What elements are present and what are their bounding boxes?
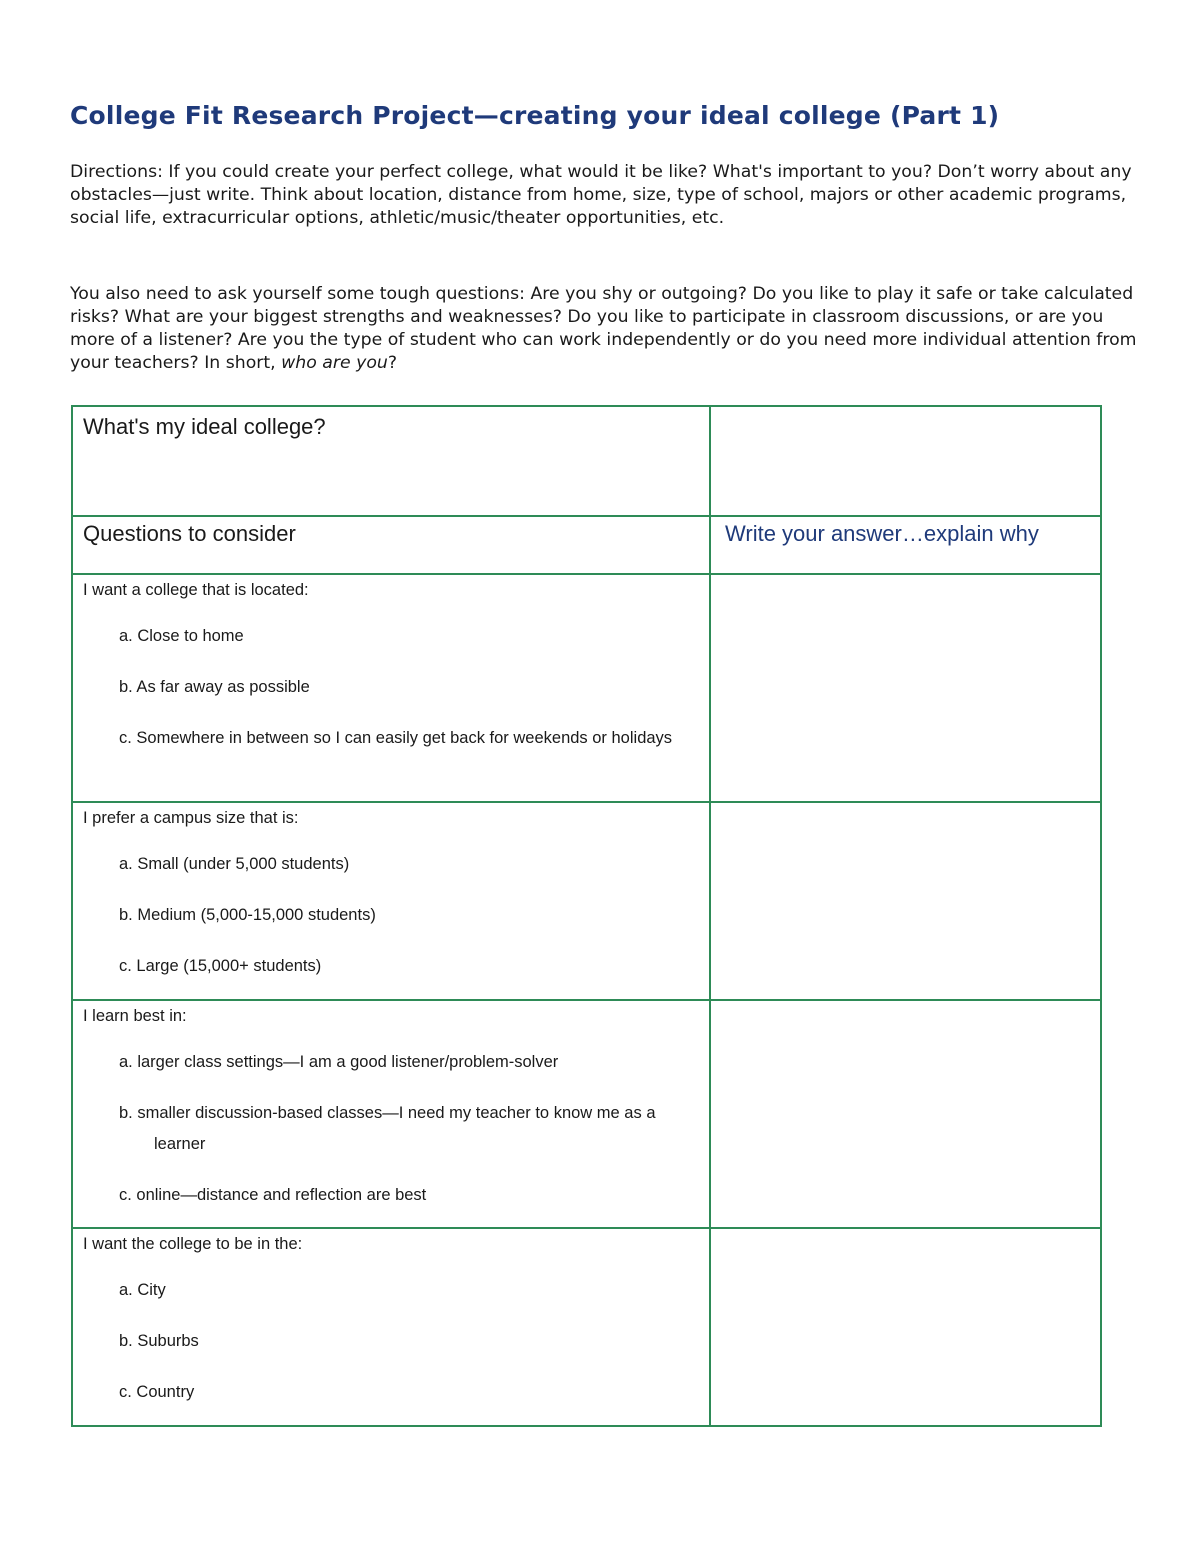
answer-cell[interactable]: [710, 1000, 1101, 1228]
question-prompt: I learn best in:: [83, 1007, 187, 1025]
answer-cell[interactable]: [710, 802, 1101, 1000]
answer-cell[interactable]: [710, 1228, 1101, 1426]
questions-header: Questions to consider: [83, 521, 296, 546]
questions-header-cell: [72, 516, 710, 574]
directions-paragraph: Directions: If you could create your perfect college, what would it be like? What's important to you? Don’t worry about any obstacles—just write. Think about location, distance from home, size, type of school, majors or other academic programs, social life, extracurricular options, athletic/music/theater opportunities, etc.: [70, 162, 1132, 228]
college-fit-table: [71, 405, 1102, 1427]
tough-questions-end: ?: [387, 353, 398, 373]
option-item: c. Country: [119, 1383, 195, 1401]
option-item: b. As far away as possible: [119, 678, 310, 696]
question-prompt: I want a college that is located:: [83, 581, 309, 599]
option-item: b. Medium (5,000-15,000 students): [119, 906, 376, 924]
ideal-college-label-cell: [72, 406, 710, 516]
option-list: [83, 621, 699, 760]
option-list: [83, 1275, 699, 1414]
question-row: [72, 574, 1101, 802]
option-item: a. larger class settings—I am a good listener/problem-solver: [119, 1053, 559, 1071]
question-cell: [72, 1228, 710, 1426]
ideal-college-label: What's my ideal college?: [83, 414, 326, 439]
option-item: a. City: [119, 1281, 166, 1299]
page-title: College Fit Research Project—creating your ideal college (Part 1): [70, 101, 1000, 130]
option-item: c. online—distance and reflection are best: [119, 1186, 427, 1204]
tough-questions-text: You also need to ask yourself some tough questions: Are you shy or outgoing? Do you like to play it safe or take calculated risks? What are your biggest strengths and weaknesses? Do you like to participate in classroom discussions, or are you more of a listener? Are you the type of student who can work independently or do you need more individual attention from your teachers? In short,: [70, 284, 1137, 373]
question-prompt: I want the college to be in the:: [83, 1235, 303, 1253]
option-item: c. Somewhere in between so I can easily get back for weekends or holidays: [119, 729, 673, 747]
header-row: [72, 516, 1101, 574]
option-item: b. Suburbs: [119, 1332, 199, 1350]
question-cell: [72, 802, 710, 1000]
question-prompt: I prefer a campus size that is:: [83, 809, 299, 827]
answer-header-cell: [710, 516, 1101, 574]
question-cell: [72, 1000, 710, 1228]
ideal-college-answer-cell[interactable]: [710, 406, 1101, 516]
option-list: [83, 849, 699, 988]
option-item: b. smaller discussion-based classes—I need my teacher to know me as a learner: [119, 1104, 656, 1153]
option-item: a. Close to home: [119, 627, 244, 645]
question-row: [72, 802, 1101, 1000]
tough-questions-paragraph: [70, 283, 1140, 375]
question-cell: [72, 574, 710, 802]
answer-cell[interactable]: [710, 574, 1101, 802]
question-row: [72, 1000, 1101, 1228]
tough-questions-emphasis: who are you: [281, 353, 388, 373]
answer-header: Write your answer…explain why: [725, 521, 1039, 546]
question-row: [72, 1228, 1101, 1426]
option-item: a. Small (under 5,000 students): [119, 855, 350, 873]
option-list: [83, 1047, 699, 1217]
option-item: c. Large (15,000+ students): [119, 957, 322, 975]
ideal-college-row: [72, 406, 1101, 516]
